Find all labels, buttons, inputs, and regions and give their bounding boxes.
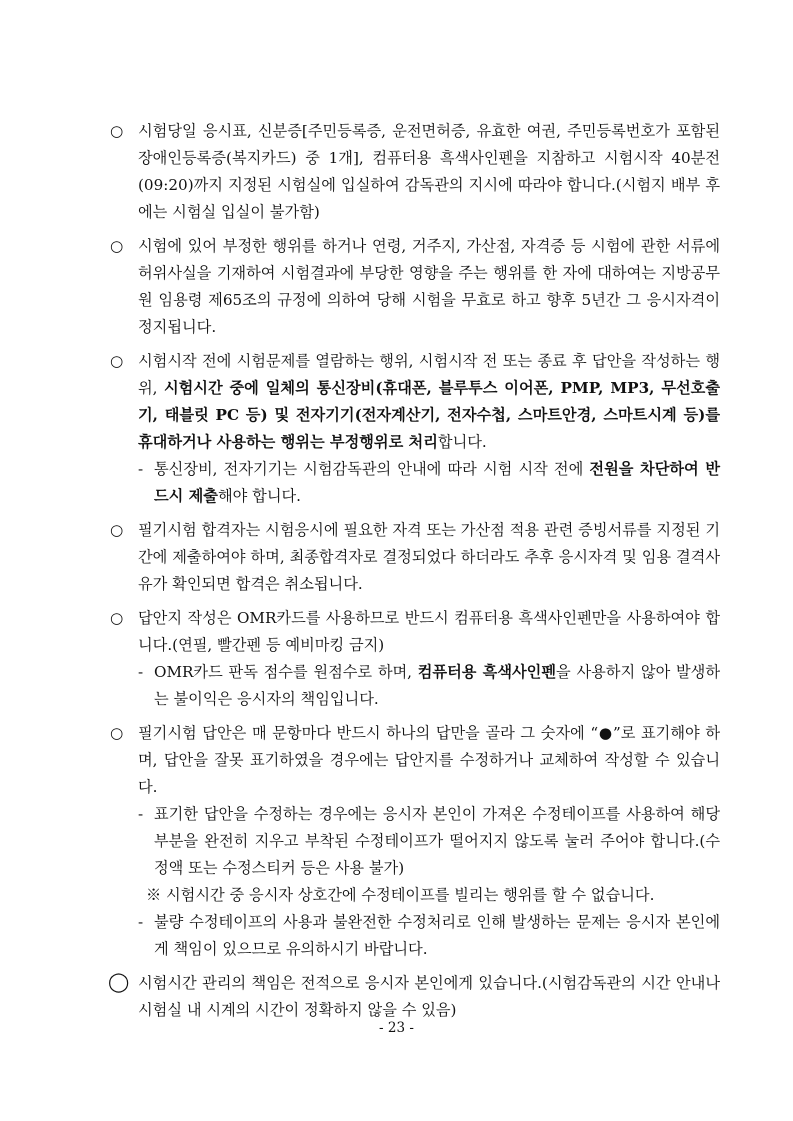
subitem-text: 통신장비, 전자기기는 시험감독관의 안내에 따라 시험 시작 전에 [154,460,590,478]
notice-item-5 [110,605,720,659]
notice-text: 시험시간 관리의 책임은 전적으로 응시자 본인에게 있습니다.(시험감독관의 시간 안내나 시험실 내 시계의 시간이 정확하지 않을 수 있음) [138,974,720,1019]
dash-bullet: - [138,913,144,931]
page-number: - 23 - [379,1020,414,1036]
dash-bullet: - [138,460,144,478]
notice-text: 합니다. [437,433,487,451]
circle-bullet-icon: ○ [110,122,124,140]
notice-item-1 [110,118,720,226]
dash-bullet: - [138,663,144,681]
notice-subitem [138,659,720,713]
dash-bullet: - [138,805,144,823]
circle-bullet-icon: ○ [110,724,124,742]
notice-item-6 [110,720,720,801]
notice-text: 필기시험 답안은 매 문항마다 반드시 하나의 답만을 골라 그 숫자에 “●”로 표기해야 하며, 답안을 잘못 표기하였을 경우에는 답안지를 수정하거나 교체하여 작성할 수 있습니다. [138,724,721,796]
notice-subitem [138,909,720,963]
subitem-text: 불량 수정테이프의 사용과 불완전한 수정처리로 인해 발생하는 문제는 응시자 본인에게 책임이 있으므로 유의하시기 바랍니다. [154,913,720,958]
circle-bullet-icon: ○ [110,352,124,370]
notice-item-3 [110,348,720,456]
circle-bullet-icon: ○ [110,237,124,255]
subitem-text: OMR카드 판독 점수를 원점수로 하며, [154,663,418,681]
circle-bullet-icon: ○ [110,609,124,627]
notice-subitem [138,456,720,510]
subitem-text: 표기한 답안을 수정하는 경우에는 응시자 본인이 가져온 수정테이프를 사용하여 해당 부분을 완전히 지우고 부착된 수정테이프가 떨어지지 않도록 눌러 주어야 합니다.(수정액 또는 수정스티커 등은 사용 불가) [154,805,720,877]
subitem-bold-text: 컴퓨터용 흑색사인펜 [417,663,557,681]
subitem-text: 해야 합니다. [217,487,301,505]
notice-list [110,118,720,1031]
notice-subitem [138,801,720,882]
notice-item-4 [110,517,720,598]
subitem-text: 을 사용하지 않아 발생하는 불이익은 응시자의 책임입니다. [154,663,721,708]
notice-bold-text: 시험시간 중에 일체의 통신장비(휴대폰, 블루투스 이어폰, PMP, MP3, 무선호출기, 태블릿 PC 등) 및 전자기기(전자계산기, 전자수첩, 스마트안경, 스마트시계 등)를 휴대하거나 사용하는 행위는 부정행위로 처리 [138,379,721,451]
subitem-bold-text: 전원을 차단하여 반드시 제출 [154,460,720,505]
notice-text: 시험당일 응시표, 신분증[주민등록증, 운전면허증, 유효한 여권, 주민등록번호가 포함된 장애인등록증(복지카드) 중 1개], 컴퓨터용 흑색사인펜을 지참하고 시험시작 40분전(09:20)까지 지정된 시험실에 입실하여 감독관의 지시에 따라야 합니다.(시험지 배부 후에는 시험실 입실이 불가함) [138,122,720,221]
notice-item-7 [110,970,720,1024]
notice-text: 필기시험 합격자는 시험응시에 필요한 자격 또는 가산점 적용 관련 증빙서류를 지정된 기간에 제출하여야 하며, 최종합격자로 결정되었다 하더라도 추후 응시자격 및 임용 결격사유가 확인되면 합격은 취소됩니다. [138,521,720,593]
notice-text: 시험시작 전에 시험문제를 열람하는 행위, 시험시작 전 또는 종료 후 답안을 작성하는 행위, [138,352,720,397]
notice-note: ※ 시험시간 중 응시자 상호간에 수정테이프를 빌리는 행위를 할 수 없습니다. [146,886,655,904]
circle-bullet-icon: ○ [110,521,124,539]
notice-text: 시험에 있어 부정한 행위를 하거나 연령, 거주지, 가산점, 자격증 등 시험에 관한 서류에 허위사실을 기재하여 시험결과에 부당한 영향을 주는 행위를 한 자에 대하여는 지방공무원 임용령 제65조의 규정에 의하여 당해 시험을 무효로 하고 향후 5년간 그 응시자격이 정지됩니다. [138,237,720,336]
notice-text: 답안지 작성은 OMR카드를 사용하므로 반드시 컴퓨터용 흑색사인펜만을 사용하여야 합니다.(연필, 빨간펜 등 예비마킹 금지) [138,609,720,654]
large-circle-bullet-icon: ◯ [108,971,130,993]
notice-item-2 [110,233,720,341]
